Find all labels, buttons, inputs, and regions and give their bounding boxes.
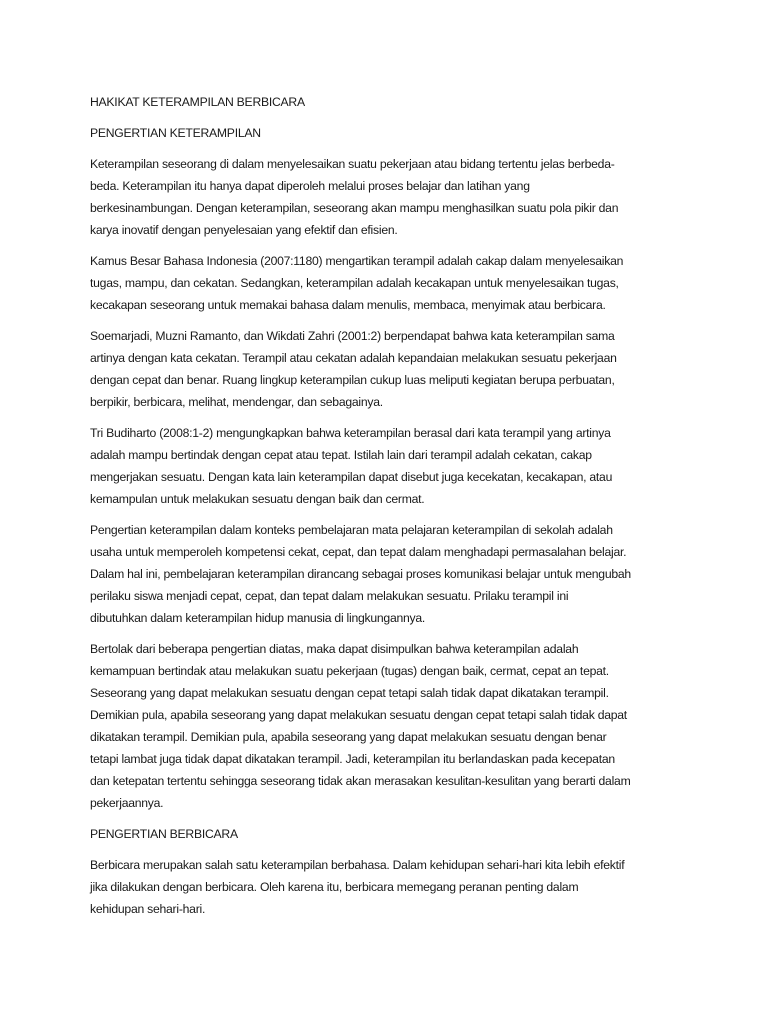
text-line: berkesinambungan. Dengan keterampilan, seseorang akan mampu menghasilkan suatu pola pikir dan <box>90 201 619 215</box>
text-line: Demikian pula, apabila seseorang yang dapat melakukan sesuatu dengan cepat tetapi salah tidak dapat <box>90 708 627 722</box>
paragraph <box>90 153 700 241</box>
text-line: pekerjaannya. <box>90 796 164 810</box>
text-line: Tri Budiharto (2008:1-2) mengungkapkan bahwa keterampilan berasal dari kata terampil yang artinya <box>90 426 611 440</box>
paragraph <box>90 519 700 629</box>
text-line: tetapi lambat juga tidak dapat dikatakan terampil. Jadi, keterampilan itu berlandaskan pada kecepatan <box>90 752 615 766</box>
text-line: dengan cepat dan benar. Ruang lingkup keterampilan cukup luas meliputi kegiatan berupa perbuatan, <box>90 373 615 387</box>
text-line: adalah mampu bertindak dengan cepat atau tepat. Istilah lain dari terampil adalah cekatan, cakap <box>90 448 592 462</box>
text-line: jika dilakukan dengan berbicara. Oleh karena itu, berbicara memegang peranan penting dalam <box>90 880 579 894</box>
text-line: dibutuhkan dalam keterampilan hidup manusia di lingkungannya. <box>90 611 426 625</box>
paragraph <box>90 422 700 510</box>
text-line: karya inovatif dengan penyelesaian yang efektif dan efisien. <box>90 223 398 237</box>
section-heading: PENGERTIAN KETERAMPILAN <box>90 126 261 140</box>
document-body <box>90 122 700 920</box>
text-line: Pengertian keterampilan dalam konteks pembelajaran mata pelajaran keterampilan di sekolah adalah <box>90 523 613 537</box>
paragraph <box>90 325 700 413</box>
text-line: usaha untuk memperoleh kompetensi cekat, cepat, dan tepat dalam menghadapi permasalahan belajar. <box>90 545 627 559</box>
text-line: Kamus Besar Bahasa Indonesia (2007:1180) mengartikan terampil adalah cakap dalam menyelesaikan <box>90 254 624 268</box>
text-line: Soemarjadi, Muzni Ramanto, dan Wikdati Zahri (2001:2) berpendapat bahwa kata keterampilan sama <box>90 329 615 343</box>
text-line: kehidupan sehari-hari. <box>90 902 206 916</box>
section-heading: PENGERTIAN BERBICARA <box>90 827 238 841</box>
text-line: Dalam hal ini, pembelajaran keterampilan dirancang sebagai proses komunikasi belajar untuk mengubah <box>90 567 631 581</box>
text-line: artinya dengan kata cekatan. Terampil atau cekatan adalah kepandaian melakukan sesuatu pekerjaan <box>90 351 617 365</box>
text-line: kemampuan bertindak atau melakukan suatu pekerjaan (tugas) dengan baik, cermat, cepat an tepat. <box>90 664 609 678</box>
text-line: Berbicara merupakan salah satu keterampilan berbahasa. Dalam kehidupan sehari-hari kita lebih efektif <box>90 858 625 872</box>
text-line: dikatakan terampil. Demikian pula, apabila seseorang yang dapat melakukan sesuatu dengan benar <box>90 730 607 744</box>
text-line: dan ketepatan tertentu sehingga seseorang tidak akan merasakan kesulitan-kesulitan yang berarti dalam <box>90 774 631 788</box>
paragraph <box>90 854 700 920</box>
text-line: tugas, mampu, dan cekatan. Sedangkan, keterampilan adalah kecakapan untuk menyelesaikan tugas, <box>90 276 619 290</box>
text-line: kecakapan seseorang untuk memakai bahasa dalam menulis, membaca, menyimak atau berbicara. <box>90 298 606 312</box>
document-page <box>90 91 700 929</box>
text-line: Seseorang yang dapat melakukan sesuatu dengan cepat tetapi salah tidak dapat dikatakan terampil. <box>90 686 609 700</box>
paragraph <box>90 638 700 814</box>
text-line: berpikir, berbicara, melihat, mendengar, dan sebagainya. <box>90 395 383 409</box>
text-line: Keterampilan seseorang di dalam menyelesaikan suatu pekerjaan atau bidang tertentu jelas berbeda- <box>90 157 615 171</box>
paragraph <box>90 250 700 316</box>
text-line: perilaku siswa menjadi cepat, cepat, dan tepat dalam melakukan sesuatu. Prilaku terampil ini <box>90 589 569 603</box>
text-line: Bertolak dari beberapa pengertian diatas, maka dapat disimpulkan bahwa keterampilan adalah <box>90 642 579 656</box>
document-title: HAKIKAT KETERAMPILAN BERBICARA <box>90 95 305 109</box>
text-line: mengerjakan sesuatu. Dengan kata lain keterampilan dapat disebut juga kecekatan, kecakapan, atau <box>90 470 613 484</box>
text-line: kemampulan untuk melakukan sesuatu dengan baik dan cermat. <box>90 492 425 506</box>
text-line: beda. Keterampilan itu hanya dapat diperoleh melalui proses belajar dan latihan yang <box>90 179 530 193</box>
